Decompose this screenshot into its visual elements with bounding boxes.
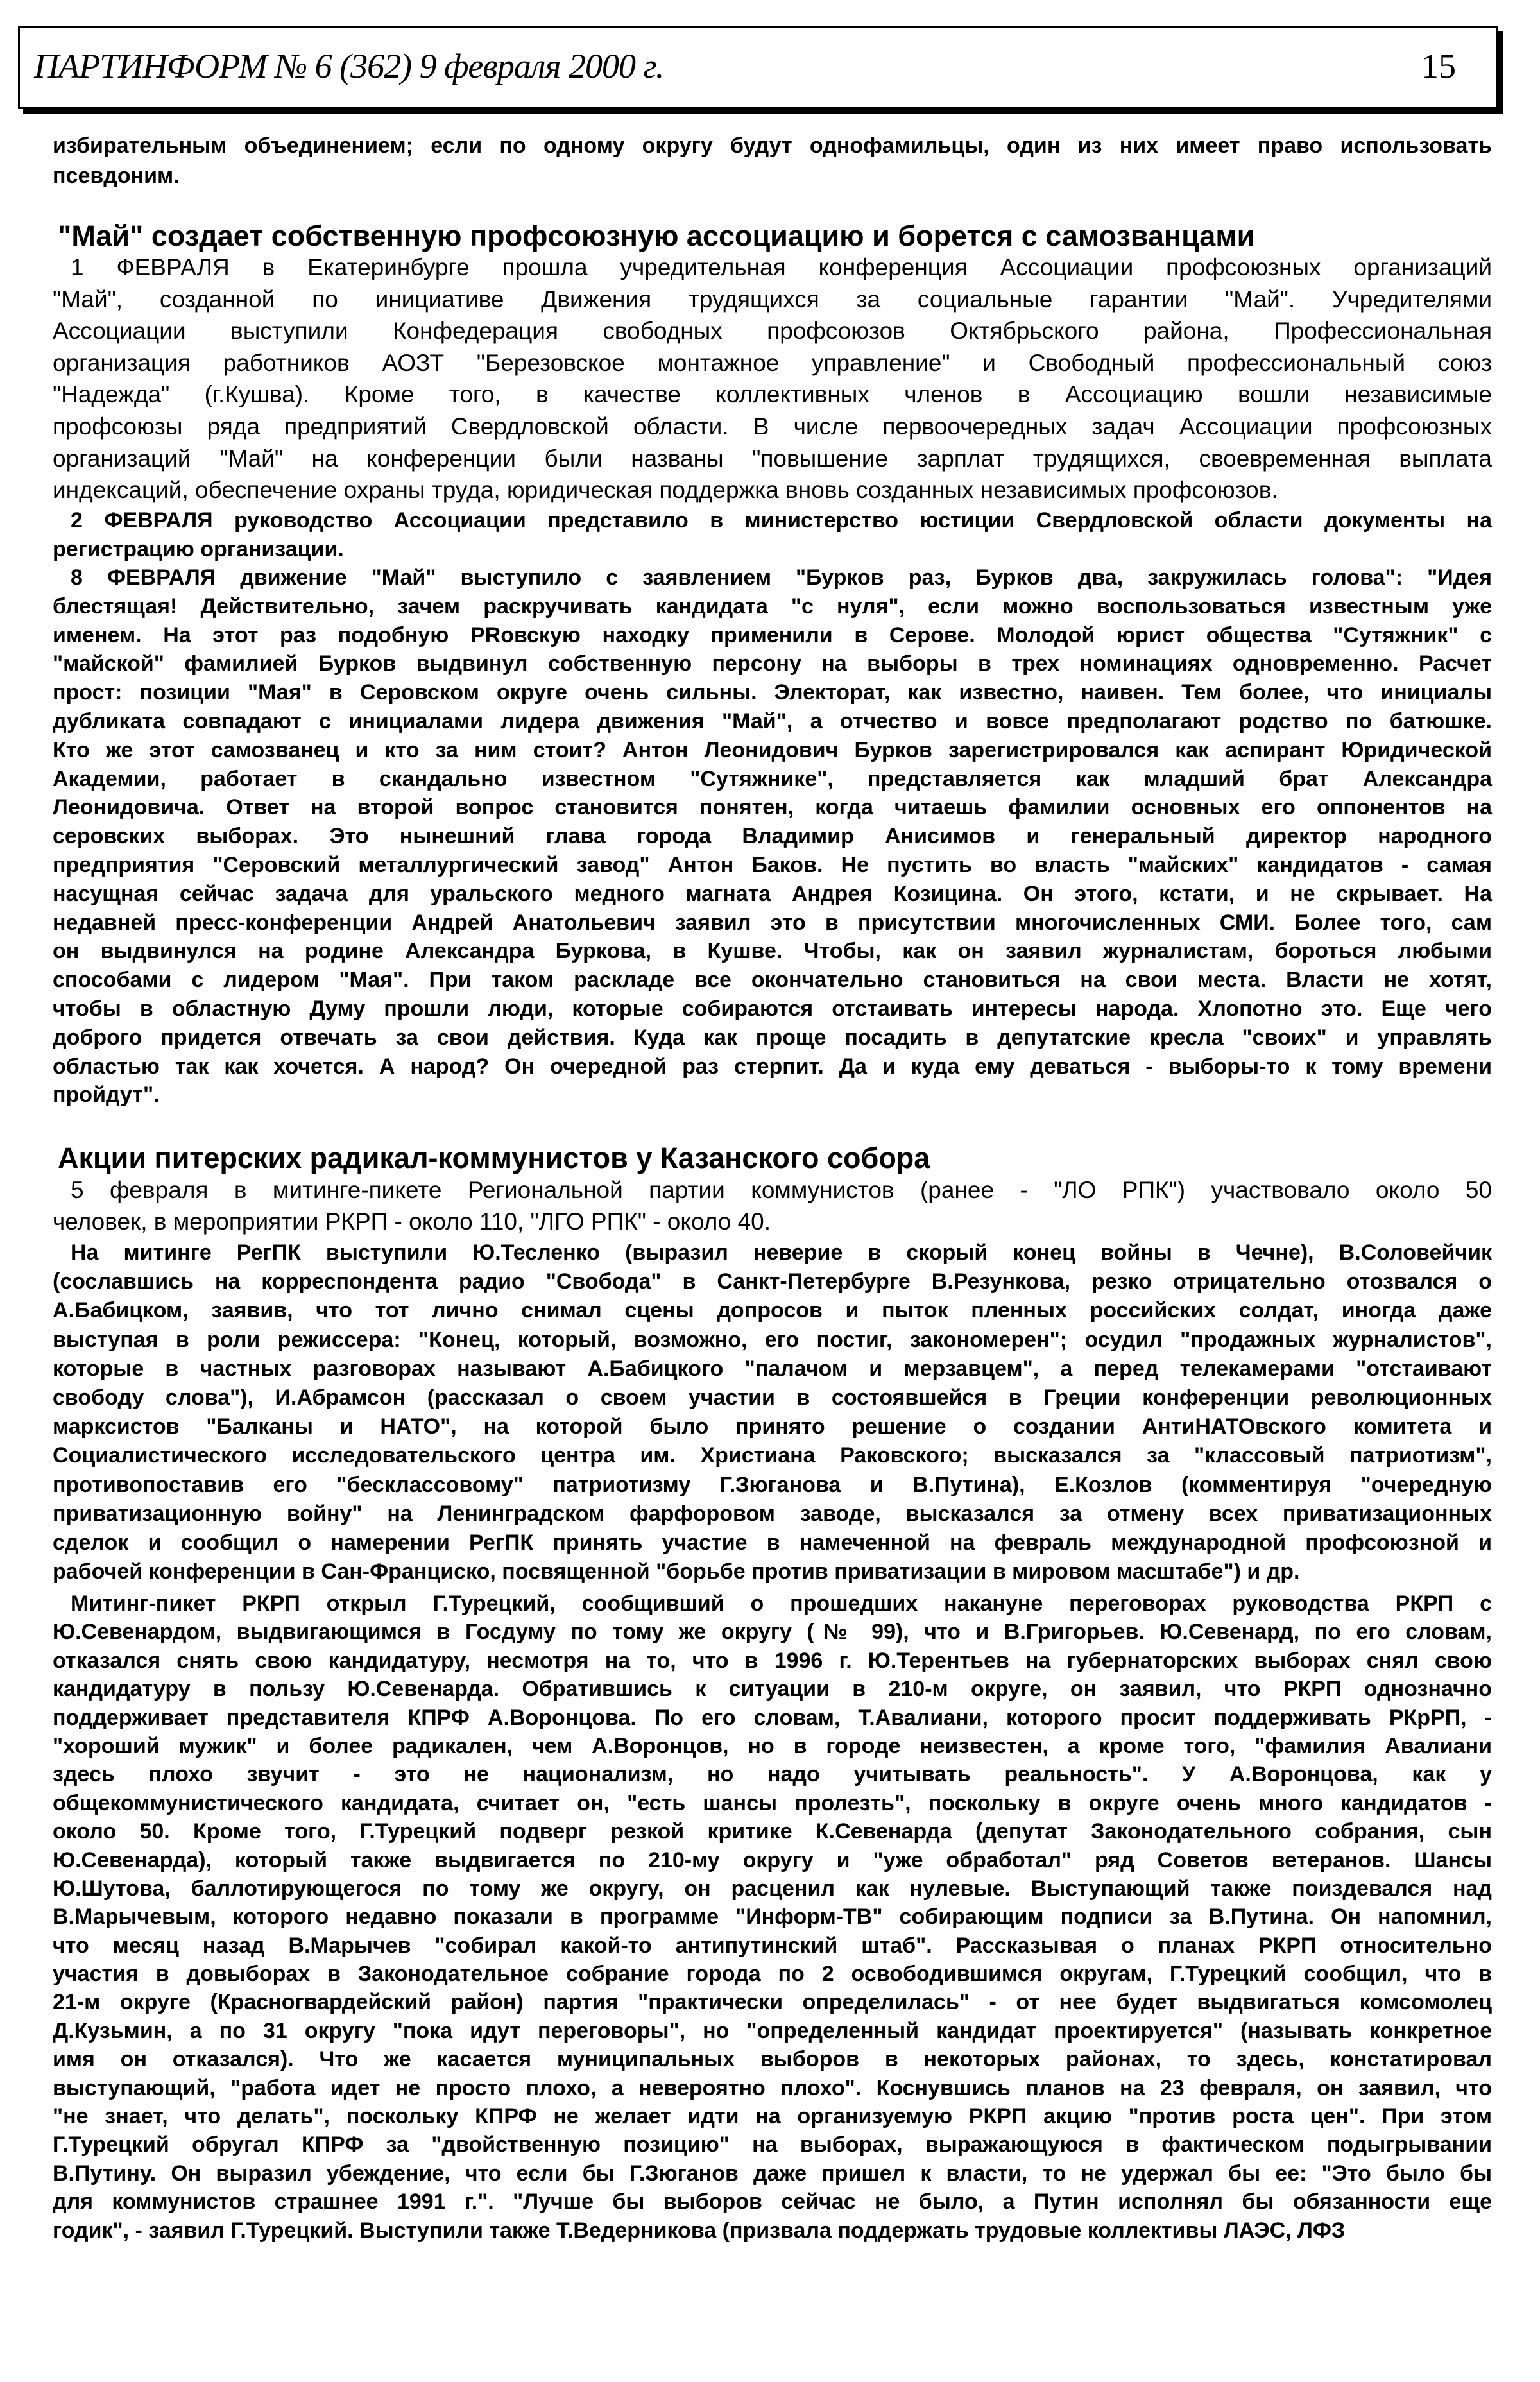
text-line: сделок и сообщил о намерении РегПК принять участие в намеченной на февраль международной профсоюзной и [53,1530,1492,1555]
text-line: "хороший мужик" и более радикален, чем А.Воронцов, но в городе неизвестен, а кроме того, "фамилия Авалиани [53,1733,1492,1758]
text-line: недавней пресс-конференции Андрей Анатольевич заявил это в присутствии многочисленных СМИ. Более того, сам [53,910,1492,935]
text-line: Ю.Севенардом, выдвигающимся в Госдуму по тому же округу (№ 99), что и В.Григорьев. Ю.Севенард, по его словам, [53,1620,1492,1645]
text-line: дубликата совпадают с инициалами лидера движения "Май", а отчество и вовсе предполагают родство по батюшке. [53,708,1492,733]
text-line: Кто же этот самозванец и кто за ним стоит? Антон Леонидович Бурков зарегистрировался как аспирант Юридической [53,737,1492,762]
text-line: "не знает, что делать", поскольку КПРФ не желает идти на организуемую РКРП акцию "против роста цен". При этом [53,2104,1492,2129]
paragraph [53,1589,1492,2245]
text-line: противопоставив его "бесклассовому" патриотизму Г.Зюганова и В.Путина), Е.Козлов (комментируя "очередную [53,1472,1492,1497]
paragraph [53,563,1492,1110]
paragraph [53,506,1492,564]
text-line: выступая в роли режиссера: "Конец, который, возможно, его постиг, закономерен"; осудил "продажных журналистов", [53,1327,1492,1352]
text-line: для коммунистов страшнее 1991 г.". "Лучше бы выборов сейчас не было, а Путин исполнял бы обязанности еще [53,2189,1492,2215]
text-line: именем. На этот раз подобную PRовскую находку применили в Серове. Молодой юрист общества "Сутяжник" с [53,622,1492,647]
paragraph [53,1174,1492,1237]
text-line: 2 ФЕВРАЛЯ руководство Ассоциации представило в министерство юстиции Свердловской области документы на [71,508,1492,533]
text-line: здесь плохо звучит - это не национализм, но надо учитывать реальность". У А.Воронцова, как у [53,1762,1492,1787]
text-line: Ю.Шутова, баллотирующегося по тому же округу, он расценил как нулевые. Выступающий также поиздевался над [53,1876,1492,1901]
text-line: прост: позиции "Мая" в Серовском округе очень сильны. Электорат, как известно, наивен. Тем более, что инициалы [53,680,1492,705]
text-line: Академии, работает в скандально известном "Сутяжнике", представляется как младший брат Александра [53,766,1492,791]
text-line: "Май", созданной по инициативе Движения трудящихся за социальные гарантии "Май". Учредителями [53,286,1492,313]
text-line: марксистов "Балканы и НАТО", на которой было принято решение о создании АнтиНАТОвского комитета и [53,1414,1492,1439]
text-line: 21-м округе (Красногвардейский район) партия "практически определилась" - от нее будет выдвигаться комсомолец [53,1990,1492,2015]
text-line: участия в довыборах в Законодательное собрание города по 2 освободившимся округам, Г.Турецкий сообщил, что в [53,1962,1492,1987]
text-line: выступающий, "работа идет не просто плохо, а невероятно плохо". Коснувшись планов на 23 февраля, он заявил, что [53,2075,1492,2100]
text-line: Г.Турецкий обругал КПРФ за "двойственную позицию" на выборах, выражающуюся в фактическом подыгрывании [53,2132,1492,2157]
publication-title: ПАРТИНФОРМ № 6 (362) 9 февраля 2000 г. [34,47,664,85]
text-line: около 50. Кроме того, Г.Турецкий подверг резкой критике К.Севенарда (депутат Законодательного собрания, сын [53,1819,1492,1844]
text-line: общекоммунистического кандидата, считает он, "есть шансы пролезть", поскольку в округе очень много кандидатов - [53,1790,1492,1815]
text-line: На митинге РегПК выступили Ю.Тесленко (выразил неверие в скорый конец войны в Чечне), В.Соловейчик [71,1240,1492,1265]
text-line: отказался снять свою кандидатуру, несмотря на то, что в 1996 г. Ю.Терентьев на губернаторских выборах снял свою [53,1648,1492,1673]
text-line: (сославшись на корреспондента радио "Свобода" в Санкт-Петербурге В.Резункова, резко отрицательно отозвался о [53,1269,1492,1294]
text-line: годик", - заявил Г.Турецкий. Выступили также Т.Ведерникова (призвала поддержать трудовые коллективы ЛАЭС, ЛФЗ [53,2218,1346,2243]
text-line: доброго придется отвечать за свои действия. Куда как проще посадить в депутатские кресла "своих" и управлять [53,1025,1492,1050]
article-headline: "Май" создает собственную профсоюзную ассоциацию и борется с самозванцами [58,219,1255,252]
text-line: человек, в мероприятии РКРП - около 110, "ЛГО РПК" - около 40. [53,1208,771,1235]
text-line: 8 ФЕВРАЛЯ движение "Май" выступило с заявлением "Бурков раз, Бурков два, закружилась голова": "Идея [71,565,1492,590]
text-line: чтобы в областную Думу прошли люди, которые собираются отстаивать интересы народа. Хлопотно это. Еще чего [53,996,1492,1021]
text-line: способами с лидером "Мая". При таком раскладе все окончательно становиться на свои места. Власти не хотят, [53,968,1492,993]
text-line: что месяц назад В.Марычев "собирал какой-то антипутинский штаб". Рассказывая о планах РКРП относительно [53,1933,1492,1958]
text-line: областью так как хочется. А народ? Он очередной раз стерпит. Да и куда ему деваться - выборы-то к тому времени [53,1054,1492,1079]
text-line: "майской" фамилией Бурков выдвинул собственную персону на выборы в трех номинациях одновременно. Расчет [53,651,1492,676]
text-line: "Надежда" (г.Кушва). Кроме того, в качестве коллективных членов в Ассоциацию вошли независимые [53,381,1492,408]
text-line: серовских выборах. Это нынешний глава города Владимир Анисимов и генеральный директор народного [53,824,1492,849]
text-line: организаций "Май" на конференции были названы "повышение зарплат трудящихся, своевременная выплата [53,445,1492,472]
text-line: Социалистического исследовательского центра им. Христиана Раковского; высказался за "классовый патриотизм", [53,1443,1492,1468]
text-line: Д.Кузьмин, а по 31 округу "пока идут переговоры", но "определенный кандидат проектируется" (называть конкретное [53,2018,1492,2043]
text-line: рабочей конференции в Сан-Франциско, посвященной "борьбе против приватизации в мировом масштабе") и др. [53,1559,1300,1584]
text-line: насущная сейчас задача для уральского медного магната Андрея Козицина. Он этого, кстати, и не скрывает. На [53,881,1492,906]
text-line: регистрацию организации. [53,537,344,561]
text-line: поддерживает представителя КПРФ А.Воронцова. По его словам, Т.Авалиани, которого просит поддерживать РКрРП, - [53,1705,1492,1730]
text-line: имя он отказался). Что же касается муниципальных выборов в некоторых районах, то здесь, констатировал [53,2047,1492,2072]
text-line: индексаций, обеспечение охраны труда, юридическая поддержка вновь созданных независимых профсоюзов. [53,477,1278,504]
article-headline: Акции питерских радикал-коммунистов у Казанского собора [58,1142,930,1174]
text-line: В.Марычевым, которого недавно показали в программе "Информ-ТВ" собирающим подписи за В.Путина. Он напомнил, [53,1905,1492,1930]
text-line: он выдвинулся на родине Александра Буркова, в Кушве. Чтобы, как он заявил журналистам, бороться любыми [53,939,1492,964]
text-line: пройдут". [53,1083,160,1108]
text-line: избирательным объединением; если по одному округу будут однофамильцы, один из них имеет право использовать [53,133,1492,158]
text-line: организация работников АОЗТ "Березовское монтажное управление" и Свободный профессиональный союз [53,349,1492,376]
text-line: 1 ФЕВРАЛЯ в Екатеринбурге прошла учредительная конференция Ассоциации профсоюзных организаций [71,254,1492,280]
text-line: приватизационную войну" на Ленинградском фарфоровом заводе, высказался за отмену всех приватизационных [53,1501,1492,1526]
paragraph [53,252,1492,506]
text-line: блестящая! Действительно, зачем раскручивать кандидата "с нуля", если можно воспользоваться известным уже [53,594,1492,619]
text-line: Ассоциации выступили Конфедерация свободных профсоюзов Октябрьского района, Профессиональная [53,318,1492,345]
page-number: 15 [1421,47,1456,85]
text-line: предприятия "Серовский металлургический завод" Антон Баков. Не пустить во власть "майских" кандидатов - самая [53,852,1492,877]
text-line: Ю.Севенарда), который также выдвигается по 210-му округу и "уже обработал" ряд Советов ветеранов. Шансы [53,1847,1492,1872]
text-line: Леонидовича. Ответ на второй вопрос становится понятен, когда читаешь фамилии основных его оппонентов на [53,795,1492,820]
text-line: 5 февраля в митинге-пикете Региональной партии коммунистов (ранее - "ЛО РПК") участвовало около 50 [71,1177,1492,1203]
paragraph [53,131,1492,191]
text-line: свободу слова"), И.Абрамсон (рассказал о своем участии в состоявшейся в Греции конференции революционных [53,1385,1492,1410]
text-line: кандидатуру в пользу Ю.Севенарда. Обратившись к ситуации в 210-м округе, он заявил, что РКРП однозначно [53,1677,1492,1702]
text-line: которые в частных разговорах называют А.Бабицкого "палачом и мерзавцем", а перед телекамерами "отстаивают [53,1356,1492,1381]
paragraph [53,1238,1492,1586]
text-line: А.Бабицком, заявив, что тот лично снимал сцены допросов и пыток пленных российских солдат, иногда даже [53,1298,1492,1323]
text-line: В.Путину. Он выразил убеждение, что если бы Г.Зюганов даже пришел к власти, то не удержал бы ее: "Это было бы [53,2161,1492,2186]
text-line: Митинг-пикет РКРП открыл Г.Турецкий, сообщивший о прошедших накануне переговорах руководства РКРП с [71,1591,1492,1616]
page-header [18,26,1498,109]
text-line: профсоюзы ряда предприятий Свердловской области. В числе первоочередных задач Ассоциации профсоюзных [53,413,1492,440]
text-line: псевдоним. [53,164,180,188]
